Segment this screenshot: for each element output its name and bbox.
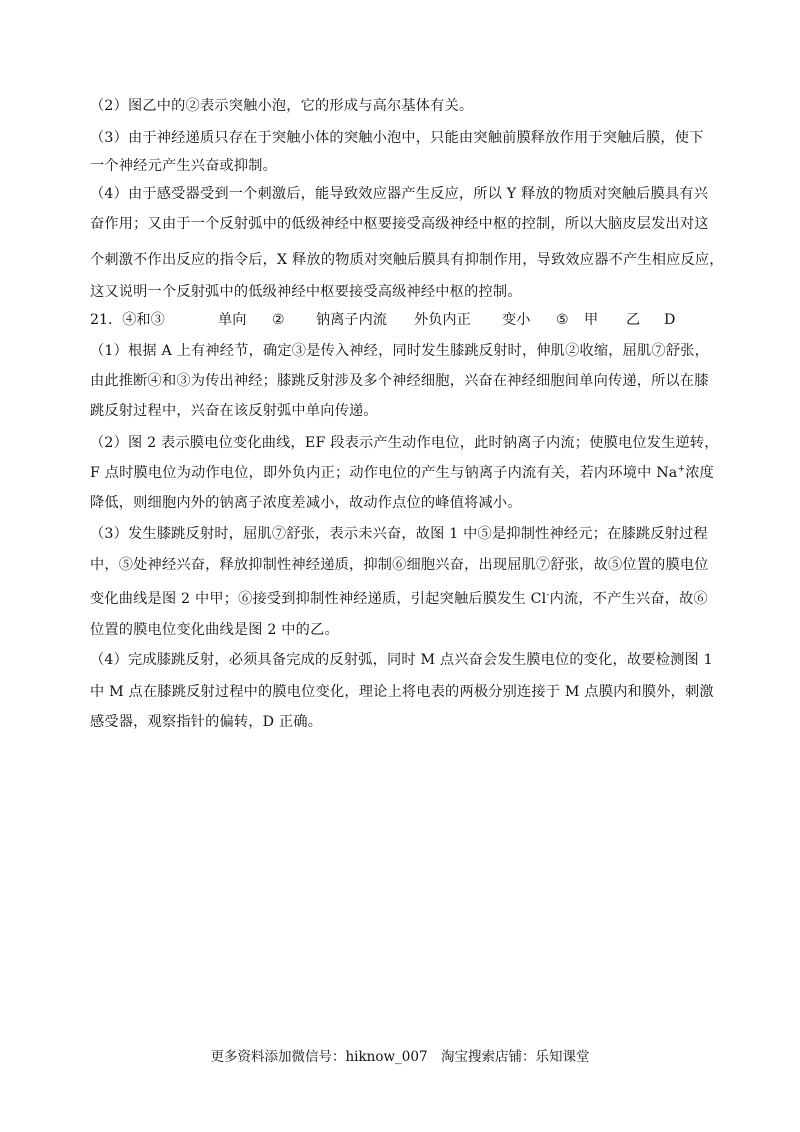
q21-answer-8: 甲 xyxy=(584,312,599,328)
q21-answer-10: D xyxy=(664,312,676,328)
q21-answer-6: 变小 xyxy=(502,312,531,328)
q21-part2-line2 xyxy=(90,463,714,483)
q21-answer-1: 21．④和③ xyxy=(90,312,165,328)
q21-part1-line2: 由此推断④和③为传出神经；膝跳反射涉及多个神经细胞，兴奋在神经细胞间单向传递，所以在膝 xyxy=(90,373,709,389)
q21-part4-line2: 中 M 点在膝跳反射过程中的膜电位变化，理论上将电表的两极分别连接于 M 点膜内和膜外，刺激 xyxy=(90,684,714,700)
q21-part1-line1: （1）根据 A 上有神经节，确定③是传入神经，同时发生膝跳反射时，伸肌②收缩，屈肌⑦舒张， xyxy=(90,343,709,359)
q21-part3-line3-tail: 内流，不产生兴奋，故⑥ xyxy=(549,591,708,607)
q20-part4-line3: 个刺激不作出反应的指令后，X 释放的物质对突触后膜具有抑制作用，导致效应器不产生相应反应， xyxy=(90,252,724,268)
q21-answer-9: 乙 xyxy=(626,312,641,328)
q21-part3-line3 xyxy=(90,589,708,609)
q21-part2-line1: （2）图 2 表示膜电位变化曲线，EF 段表示产生动作电位，此时钠离子内流；使膜电位发生逆转， xyxy=(90,435,719,451)
q20-part3-line2: 一个神经元产生兴奋或抑制。 xyxy=(90,158,278,174)
q21-part3-line1: （3）发生膝跳反射时，屈肌⑦舒张，表示未兴奋，故图 1 中⑤是抑制性神经元；在膝跳反射过程 xyxy=(90,526,708,542)
q20-part4-line2: 奋作用；又由于一个反射弧中的低级神经中枢要接受高级神经中枢的控制，所以大脑皮层发出对这 xyxy=(90,216,709,232)
q21-part2-line3: 降低，则细胞内外的钠离子浓度差减小，故动作点位的峰值将减小。 xyxy=(90,495,522,511)
sodium-ion-superscript: + xyxy=(677,464,686,475)
chloride-ion-superscript: - xyxy=(546,590,550,601)
q21-answer-3: ② xyxy=(272,312,285,328)
q20-part4-line4: 这又说明一个反射弧中的低级神经中枢要接受高级神经中枢的控制。 xyxy=(90,284,522,300)
q21-part3-line3-text: 变化曲线是图 2 中甲；⑥接受到抑制性神经递质，引起突触后膜发生 Cl xyxy=(90,591,547,607)
q20-part4-line1: （4）由于感受器受到一个刺激后，能导致效应器产生反应，所以 Y 释放的物质对突触后膜具有兴 xyxy=(90,186,709,202)
q21-part2-line2-tail: 浓度 xyxy=(685,465,714,481)
page-footer: 更多资料添加微信号：hiknow_007 淘宝搜索店铺：乐知课堂 xyxy=(210,1049,590,1065)
q21-part3-line4: 位置的膜电位变化曲线是图 2 中的乙。 xyxy=(90,622,339,638)
q21-answer-2: 单向 xyxy=(218,312,247,328)
q21-answer-5: 外负内正 xyxy=(414,312,471,328)
q21-part3-line2: 中，⑤处神经兴奋，释放抑制性神经递质，抑制⑥细胞兴奋，出现屈肌⑦舒张，故⑤位置的膜电位 xyxy=(90,557,709,573)
q21-part2-line2-text: F 点时膜电位为动作电位，即外负内正；动作电位的产生与钠离子内流有关，若内环境中 Na xyxy=(90,465,678,481)
q21-part1-line3: 跳反射过程中，兴奋在该反射弧中单向传递。 xyxy=(90,403,378,419)
q20-part2: （2）图乙中的②表示突触小泡，它的形成与高尔基体有关。 xyxy=(90,98,474,114)
q20-part3-line1: （3）由于神经递质只存在于突触小体的突触小泡中，只能由突触前膜释放作用于突触后膜，使下 xyxy=(90,130,704,146)
q21-answers-row xyxy=(90,310,675,330)
q21-part4-line3: 感受器，观察指针的偏转，D 正确。 xyxy=(90,714,323,730)
q21-answer-4: 钠离子内流 xyxy=(316,312,387,328)
q21-part4-line1: （4）完成膝跳反射，必须具备完成的反射弧，同时 M 点兴奋会发生膜电位的变化，故要检测图 1 xyxy=(90,652,713,668)
q21-answer-7: ⑤ xyxy=(556,312,569,328)
